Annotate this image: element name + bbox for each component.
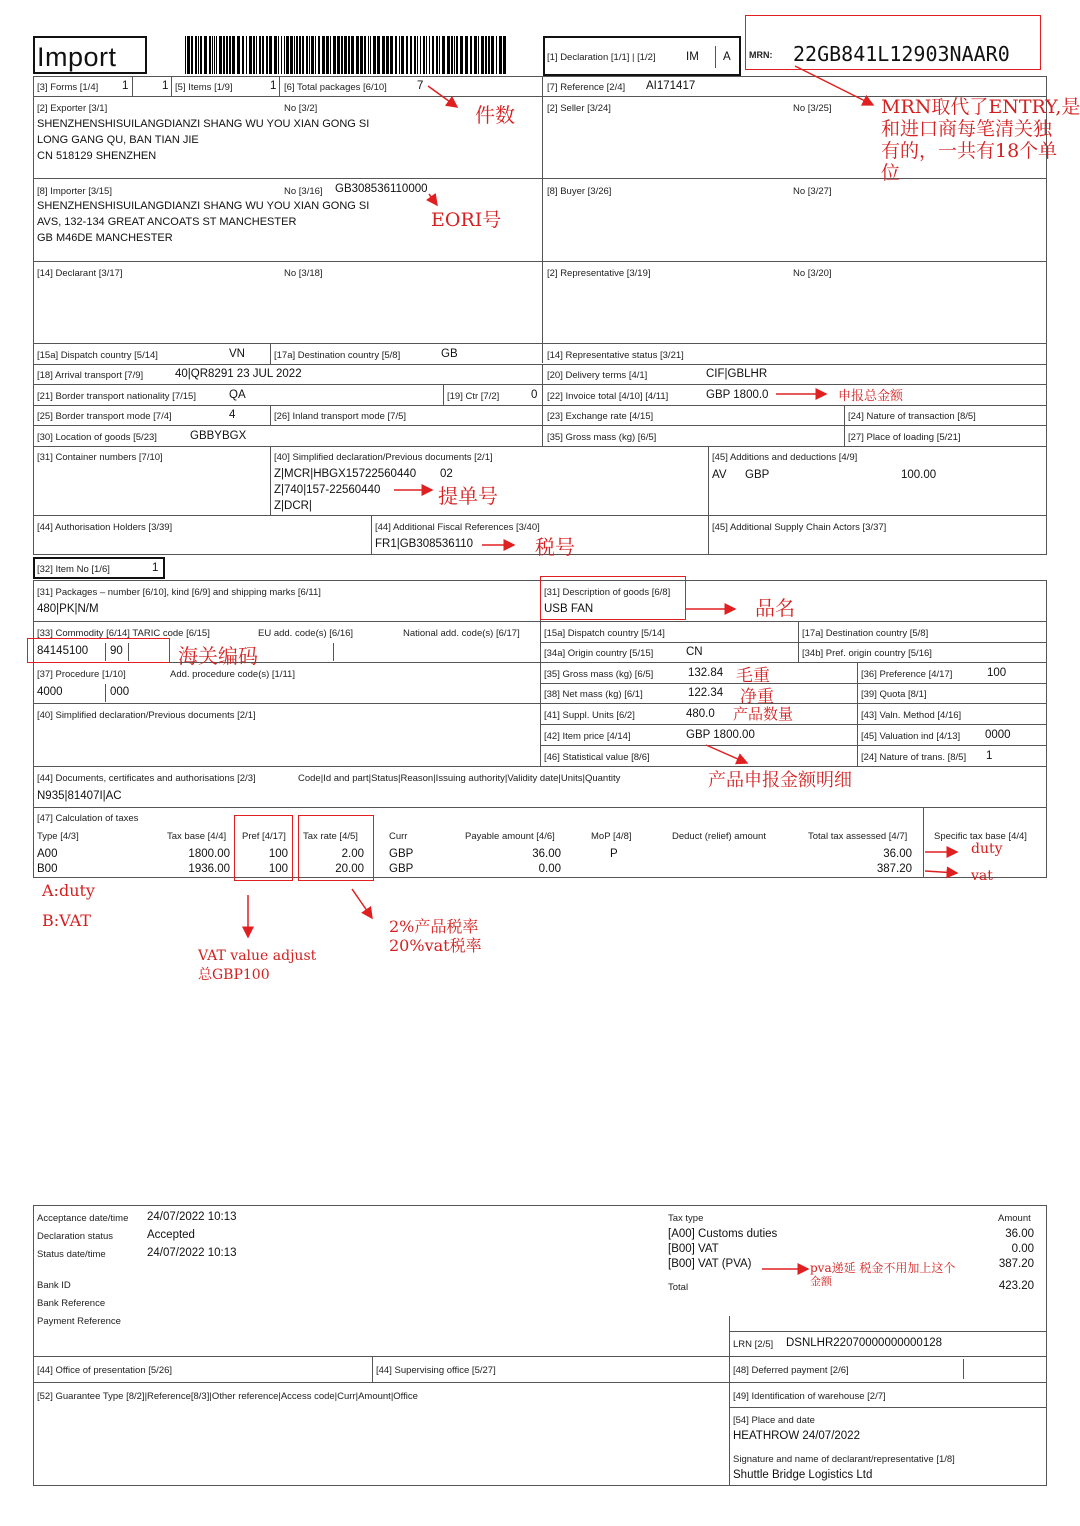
packages-note: 件数 <box>475 103 515 127</box>
tax-line-name: [A00] Customs duties <box>668 1228 778 1240</box>
tax-header-type: Type [4/3] <box>37 831 79 842</box>
tax-line-amount: 0.00 <box>1011 1243 1034 1255</box>
eori-note: EORI号 <box>431 209 502 231</box>
exporter-no: No [3/2] <box>284 103 318 114</box>
declaration-im: IM <box>686 51 699 63</box>
authorisation-holders-label: [44] Authorisation Holders [3/39] <box>37 522 173 533</box>
pva-note: pva递延 税金不用加上这个 <box>810 1261 956 1275</box>
net-mass-value: 122.34 <box>688 687 724 699</box>
tax-header-deduct: Deduct (relief) amount <box>672 831 766 842</box>
eu-code-label: EU add. code(s) [6/16] <box>258 628 354 639</box>
valn-method-label: [43] Valn. Method [4/16] <box>861 710 962 721</box>
gross-mass-label: [35] Gross mass (kg) [6/5] <box>547 432 657 443</box>
fiscal-references-value: FR1|GB308536110 <box>375 538 474 550</box>
invoice-total-label: [22] Invoice total [4/10] [4/11] <box>547 391 669 402</box>
payment-reference-label: Payment Reference <box>37 1316 121 1327</box>
border-mode-label: [25] Border transport mode [7/4] <box>37 411 172 422</box>
valuation-ind-label: [45] Valuation ind [4/13] <box>861 731 961 742</box>
decl-status-label: Declaration status <box>37 1231 114 1242</box>
nature-transaction-label: [24] Nature of transaction [8/5] <box>848 411 976 422</box>
exporter-label: [2] Exporter [3/1] <box>37 103 108 114</box>
description-label: [31] Description of goods [6/8] <box>544 587 671 598</box>
declaration-a: A <box>723 51 731 63</box>
tax-pref: 100 <box>268 848 288 860</box>
tax-line-amount: 387.20 <box>998 1258 1034 1270</box>
quota-label: [39] Quota [8/1] <box>861 689 927 700</box>
total-label: Total <box>668 1282 689 1293</box>
location-goods-value: GBBYBGX <box>190 430 247 442</box>
place-date-label: [54] Place and date <box>733 1415 815 1426</box>
acceptance-value: 24/07/2022 10:13 <box>147 1211 237 1223</box>
buyer-no: No [3/27] <box>793 186 832 197</box>
delivery-terms-label: [20] Delivery terms [4/1] <box>547 370 648 381</box>
a-note: A:duty <box>42 881 95 900</box>
dispatch-country-label: [15a] Dispatch country [5/14] <box>37 350 158 361</box>
bank-id-label: Bank ID <box>37 1280 71 1291</box>
tax-header-mop: MoP [4/8] <box>591 831 632 842</box>
declarant-label: [14] Declarant [3/17] <box>37 268 123 279</box>
tax-line-name: [B00] VAT <box>668 1243 719 1255</box>
exporter-line: SHENZHENSHISUILANGDIANZI SHANG WU YOU XIAN GONG SI <box>37 118 370 130</box>
vat-note: vat <box>971 868 993 884</box>
arrow-packages <box>428 86 457 107</box>
arrival-transport-value: 40|QR8291 23 JUL 2022 <box>175 368 302 380</box>
item-prev-docs-label: [40] Simplified declaration/Previous documents [2/1] <box>37 710 256 721</box>
pva-note: 金额 <box>810 1275 832 1288</box>
nature-trans-value: 1 <box>986 750 993 762</box>
origin-country-value: CN <box>686 646 703 658</box>
additions-label: [45] Additions and deductions [4/9] <box>712 452 858 463</box>
tax-payable: 36.00 <box>532 848 561 860</box>
tax-total: 36.00 <box>883 848 912 860</box>
importer-label: [8] Importer [3/15] <box>37 186 112 197</box>
tax-header-pref: Pref [4/17] <box>242 831 286 842</box>
reference-label: [7] Reference [2/4] <box>547 82 626 93</box>
seller-label: [2] Seller [3/24] <box>547 103 611 114</box>
documents-label: [44] Documents, certificates and authorisations [2/3] <box>37 773 256 784</box>
preference-value: 100 <box>987 667 1007 679</box>
duty-note: duty <box>971 841 1003 857</box>
tax-header-total: Total tax assessed [4/7] <box>808 831 908 842</box>
pref-origin-label: [34b] Pref. origin country [5/16] <box>802 648 932 659</box>
tax-base: 1800.00 <box>188 848 230 860</box>
warehouse-label: [49] Identification of warehouse [2/7] <box>733 1391 886 1402</box>
fiscal-references-label: [44] Additional Fiscal References [3/40] <box>375 522 540 533</box>
item-no-value: 1 <box>152 562 159 574</box>
net-mass-label: [38] Net mass (kg) [6/1] <box>544 689 643 700</box>
signature-label: Signature and name of declarant/representative [1/8] <box>733 1454 955 1465</box>
mrn-value: 22GB841L12903NAAR0 <box>793 42 1010 66</box>
arrow-mrn <box>795 66 873 105</box>
tax-rate: 20.00 <box>335 863 364 875</box>
item-gross-value: 132.84 <box>688 667 724 679</box>
guarantee-label: [52] Guarantee Type [8/2]|Reference[8/3]|Other reference|Access code|Curr|Amount|Office <box>37 1391 418 1402</box>
forms-value-1: 1 <box>122 80 129 92</box>
tax-payable: 0.00 <box>538 863 561 875</box>
page-title: Import <box>37 42 117 72</box>
invoice-total-value: GBP 1800.0 <box>706 389 769 401</box>
origin-country-label: [34a] Origin country [5/15] <box>544 648 654 659</box>
add-procedure-value: 000 <box>110 686 130 698</box>
rate-note: 20%vat税率 <box>389 936 482 955</box>
commodity-value: 84145100 <box>37 645 89 657</box>
item-dispatch-label: [15a] Dispatch country [5/14] <box>544 628 665 639</box>
items-value: 1 <box>270 80 277 92</box>
previous-document: Z|740|157-22560440 <box>274 484 381 496</box>
rate-note: 2%产品税率 <box>389 917 479 936</box>
tax-header-specific: Specific tax base [4/4] <box>934 831 1027 842</box>
valuation-ind-value: 0000 <box>985 729 1011 741</box>
invoice-note: 申报总金额 <box>838 389 904 404</box>
mrn-label: MRN: <box>749 50 773 60</box>
additions-amount: 100.00 <box>901 469 937 481</box>
tax-rate: 2.00 <box>341 848 364 860</box>
previous-document: Z|MCR|HBGX15722560440 <box>274 468 417 480</box>
seller-no: No [3/25] <box>793 103 832 114</box>
tax-currency: GBP <box>389 848 414 860</box>
hs-note: 海关编码 <box>178 644 258 668</box>
previous-document: Z|DCR| <box>274 500 312 512</box>
preference-label: [36] Preference [4/17] <box>861 669 953 680</box>
arrow-vat <box>925 871 957 873</box>
item-price-value: GBP 1800.00 <box>686 729 755 741</box>
declaration-label: [1] Declaration [1/1] | [1/2] <box>547 52 656 63</box>
add-procedure-label: Add. procedure code(s) [1/11] <box>170 669 295 680</box>
border-mode-value: 4 <box>229 409 236 421</box>
border-nationality-label: [21] Border transport nationality [7/15] <box>37 391 196 402</box>
goods-name-note: 品名 <box>755 596 795 620</box>
place-loading-label: [27] Place of loading [5/21] <box>848 432 961 443</box>
arrow-rate <box>352 889 372 918</box>
declarant-no: No [3/18] <box>284 268 323 279</box>
suppl-units-value: 480.0 <box>686 708 715 720</box>
mrn-note: MRN取代了ENTRY,是 <box>881 96 1080 118</box>
tax-currency: GBP <box>389 863 414 875</box>
tax-type: B00 <box>37 863 58 875</box>
qty-note: 产品数量 <box>733 705 794 723</box>
lrn-label: LRN [2/5] <box>733 1339 774 1350</box>
forms-label: [3] Forms [1/4] <box>37 82 99 93</box>
dispatch-country-value: VN <box>229 348 245 360</box>
b-note: B:VAT <box>42 911 91 930</box>
acceptance-label: Acceptance date/time <box>37 1213 129 1224</box>
deferred-payment-label: [48] Deferred payment [2/6] <box>733 1365 849 1376</box>
ctr-label: [19] Ctr [7/2] <box>447 391 500 402</box>
exporter-line: LONG GANG QU, BAN TIAN JIE <box>37 134 199 146</box>
description-value: USB FAN <box>544 603 594 615</box>
statistical-value-label: [46] Statistical value [8/6] <box>544 752 650 763</box>
location-goods-label: [30] Location of goods [5/23] <box>37 432 157 443</box>
importer-line: SHENZHENSHISUILANGDIANZI SHANG WU YOU XIAN GONG SI <box>37 200 370 212</box>
rep-status-label: [14] Representative status [3/21] <box>547 350 684 361</box>
tax-mop: P <box>610 848 618 860</box>
procedure-label: [37] Procedure [1/10] <box>37 669 126 680</box>
importer-line: GB M46DE MANCHESTER <box>37 232 173 244</box>
tax-no-note: 税号 <box>535 535 575 559</box>
suppl-units-label: [41] Suppl. Units [6/2] <box>544 710 635 721</box>
office-presentation-label: [44] Office of presentation [5/26] <box>37 1365 173 1376</box>
tax-type: A00 <box>37 848 58 860</box>
forms-value-2: 1 <box>162 80 169 92</box>
amount-label: Amount <box>998 1213 1031 1224</box>
packages-marks-value: 480|PK|N/M <box>37 603 99 615</box>
national-code-label: National add. code(s) [6/17] <box>403 628 520 639</box>
supervising-office-label: [44] Supervising office [5/27] <box>376 1365 496 1376</box>
arrow-eori <box>429 194 437 205</box>
value-detail-note: 产品申报金额明细 <box>708 770 852 791</box>
importer-no: No [3/16] <box>284 186 323 197</box>
items-label: [5] Items [1/9] <box>175 82 233 93</box>
tax-total: 387.20 <box>876 863 912 875</box>
documents-value: N935|81407I|AC <box>37 790 122 802</box>
commodity-label: [33] Commodity [6/14] TARIC code [6/15] <box>37 628 210 639</box>
representative-label: [2] Representative [3/19] <box>547 268 651 279</box>
packages-value: 7 <box>417 80 424 92</box>
vat-adjust-note: 总GBP100 <box>198 967 270 983</box>
net-note: 净重 <box>740 687 774 707</box>
tax-line-amount: 36.00 <box>1005 1228 1034 1240</box>
nature-trans-label: [24] Nature of trans. [8/5] <box>861 752 967 763</box>
buyer-label: [8] Buyer [3/26] <box>547 186 612 197</box>
tax-pref: 100 <box>268 863 288 875</box>
tax-type-label: Tax type <box>668 1213 704 1224</box>
mrn-note: 有的，一共有18个单 <box>881 140 1058 162</box>
documents-columns: Code|Id and part|Status|Reason|Issuing authority|Validity date|Units|Quantity <box>298 773 621 784</box>
taric-value: 90 <box>110 645 123 657</box>
lrn-value: DSNLHR22070000000000128 <box>786 1337 943 1349</box>
additions-currency: GBP <box>745 469 770 481</box>
tax-base: 1936.00 <box>188 863 230 875</box>
inland-mode-label: [26] Inland transport mode [7/5] <box>274 411 407 422</box>
signature-value: Shuttle Bridge Logistics Ltd <box>733 1469 873 1481</box>
destination-country-label: [17a] Destination country [5/8] <box>274 350 401 361</box>
bank-reference-label: Bank Reference <box>37 1298 106 1309</box>
decl-status-value: Accepted <box>147 1229 195 1241</box>
arrival-transport-label: [18] Arrival transport [7/9] <box>37 370 144 381</box>
tax-header-payable: Payable amount [4/6] <box>465 831 555 842</box>
previous-documents-label: [40] Simplified declaration/Previous documents [2/1] <box>274 452 493 463</box>
mrn-note: 位 <box>881 162 901 184</box>
place-date-value: HEATHROW 24/07/2022 <box>733 1430 860 1442</box>
reference-value: AI171417 <box>646 80 696 92</box>
status-date-value: 24/07/2022 10:13 <box>147 1247 237 1259</box>
mrn-note: 和进口商每笔清关独 <box>881 118 1053 140</box>
arrow-value-detail <box>706 745 747 763</box>
representative-no: No [3/20] <box>793 268 832 279</box>
exchange-rate-label: [23] Exchange rate [4/15] <box>547 411 654 422</box>
gross-note: 毛重 <box>736 666 770 686</box>
taxes-title: [47] Calculation of taxes <box>37 813 139 824</box>
tax-line-name: [B00] VAT (PVA) <box>668 1258 752 1270</box>
procedure-value: 4000 <box>37 686 63 698</box>
container-numbers-label: [31] Container numbers [7/10] <box>37 452 163 463</box>
importer-eori: GB308536110000 <box>335 183 428 195</box>
item-no-label: [32] Item No [1/6] <box>37 564 110 575</box>
importer-line: AVS, 132-134 GREAT ANCOATS ST MANCHESTER <box>37 216 297 228</box>
packages-marks-label: [31] Packages – number [6/10], kind [6/9] and shipping marks [6/11] <box>37 587 321 598</box>
total-value: 423.20 <box>998 1280 1034 1292</box>
tax-header-base: Tax base [4/4] <box>167 831 227 842</box>
border-nationality-value: QA <box>229 389 246 401</box>
item-destination-label: [17a] Destination country [5/8] <box>802 628 929 639</box>
delivery-terms-value: CIF|GBLHR <box>706 368 768 380</box>
vat-adjust-note: VAT value adjust <box>198 948 317 964</box>
exporter-line: CN 518129 SHENZHEN <box>37 150 157 162</box>
tax-header-rate: Tax rate [4/5] <box>303 831 358 842</box>
destination-country-value: GB <box>441 348 458 360</box>
bl-note: 提单号 <box>438 484 498 508</box>
tax-header-curr: Curr <box>389 831 408 842</box>
status-date-label: Status date/time <box>37 1249 106 1260</box>
supply-chain-label: [45] Additional Supply Chain Actors [3/37] <box>712 522 887 533</box>
packages-label: [6] Total packages [6/10] <box>284 82 387 93</box>
ctr-value: 0 <box>531 389 538 401</box>
item-price-label: [42] Item price [4/14] <box>544 731 631 742</box>
item-gross-label: [35] Gross mass (kg) [6/5] <box>544 669 654 680</box>
previous-document-extra: 02 <box>440 468 453 480</box>
additions-code: AV <box>712 469 727 481</box>
